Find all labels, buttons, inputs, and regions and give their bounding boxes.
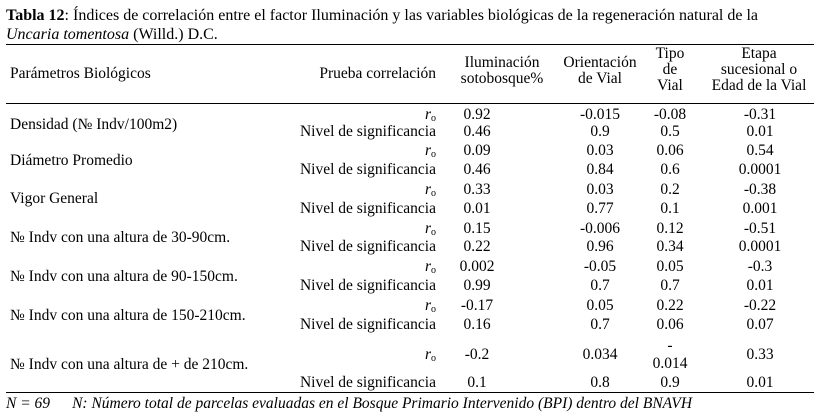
- ro-value: 0.034: [582, 346, 618, 363]
- ro-value: -0.006: [579, 220, 621, 237]
- ro-label: $r_o$: [424, 181, 436, 199]
- table-bottom-rule: [6, 392, 814, 393]
- ro-label: $r_o$: [424, 297, 436, 315]
- sig-value: 0.7: [590, 316, 610, 333]
- sig-value: 0.01: [746, 374, 774, 391]
- ro-value: 0.33: [463, 181, 491, 198]
- ro-value: 0.22: [656, 297, 684, 314]
- ro-value: 0.12: [656, 220, 684, 237]
- ro-value: -0.2: [464, 346, 490, 363]
- ro-value: -0.3: [747, 258, 773, 275]
- ro-value: 0.09: [463, 142, 491, 159]
- ro-value: 0.92: [463, 106, 491, 123]
- row-param: № Indv con una altura de 90-150cm.: [10, 268, 238, 285]
- footnote-text: N: Número total de parcelas evaluadas en el Bosque Primario Intervenido (BPI) dentro del BNAVH: [72, 395, 693, 412]
- sig-value: 0.34: [656, 238, 684, 255]
- sig-value: 0.1: [660, 200, 680, 217]
- sig-value: 0.5: [660, 123, 680, 140]
- caption-tail: (Willd.) D.C.: [129, 26, 218, 43]
- sig-value: 0.9: [660, 374, 680, 391]
- ro-value: 0.03: [586, 142, 614, 159]
- significance-label: Nivel de significancia: [299, 277, 436, 294]
- sig-value: 0.99: [463, 277, 491, 294]
- sig-value: 0.01: [746, 123, 774, 140]
- sig-value: 0.8: [590, 374, 610, 391]
- ro-value: -0.51: [743, 220, 777, 237]
- header-test-text: Prueba correlación: [319, 65, 436, 82]
- header-param: Parámetros Biológicos: [10, 65, 151, 82]
- sig-value: 0.1: [467, 374, 487, 391]
- ro-value: 0.54: [746, 142, 774, 159]
- significance-label: Nivel de significancia: [299, 316, 436, 333]
- ro-value: -0.05: [583, 258, 617, 275]
- ro-value: -0.38: [743, 181, 777, 198]
- header-v2: [556, 55, 644, 87]
- header-v4-line1: Etapa: [741, 45, 777, 62]
- sig-value: 0.0001: [738, 161, 782, 178]
- ro-value: 0.15: [463, 220, 491, 237]
- table-caption: [6, 6, 818, 44]
- sig-value: 0.0001: [738, 238, 782, 255]
- row-param: № Indv con una altura de 150-210cm.: [10, 307, 246, 324]
- sig-value: 0.22: [463, 238, 491, 255]
- sig-value: 0.001: [742, 200, 778, 217]
- ro-value: 0.33: [746, 346, 774, 363]
- table-top-rule: [6, 44, 814, 45]
- significance-label: Nivel de significancia: [299, 238, 436, 255]
- row-param: Diámetro Promedio: [10, 152, 133, 169]
- row-param: № Indv con una altura de 30-90cm.: [10, 229, 231, 246]
- significance-label: Nivel de significancia: [299, 374, 436, 391]
- significance-label: Nivel de significancia: [299, 123, 436, 140]
- sig-value: 0.77: [586, 200, 614, 217]
- table-footnote: [6, 395, 692, 413]
- header-v4-line2: sucesional o: [720, 61, 798, 78]
- sig-value: 0.07: [746, 316, 774, 333]
- header-v4-line3: Edad de la Vial: [711, 77, 807, 94]
- ro-value: -0.17: [460, 297, 494, 314]
- table-header-rule: [6, 103, 814, 104]
- ro-value: 0.03: [586, 181, 614, 198]
- ro-value: 0.2: [660, 181, 680, 198]
- header-v2-line1: Orientación: [563, 54, 637, 71]
- sig-value: 0.96: [586, 238, 614, 255]
- ro-value: 0.05: [586, 297, 614, 314]
- header-v3: [646, 46, 694, 94]
- sig-value: 0.7: [590, 277, 610, 294]
- sig-value: 0.16: [463, 316, 491, 333]
- ro-value: -0.08: [653, 106, 687, 123]
- sig-value: 0.7: [660, 277, 680, 294]
- ro-value: -: [667, 337, 673, 354]
- significance-label: Nivel de significancia: [299, 200, 436, 217]
- footnote-sample-size: N = 69: [6, 395, 51, 412]
- ro-value: -0.31: [743, 106, 777, 123]
- ro-value: -0.22: [743, 297, 777, 314]
- significance-label: Nivel de significancia: [299, 161, 436, 178]
- ro-value: 0.05: [656, 258, 684, 275]
- row-param: № Indv con una altura de + de 210cm.: [10, 356, 249, 373]
- sig-value: 0.46: [463, 123, 491, 140]
- header-v3-line1: Tipo: [655, 45, 685, 62]
- ro-label: $r_o$: [424, 142, 436, 160]
- ro-label: $r_o$: [424, 346, 436, 364]
- sig-value: 0.06: [656, 316, 684, 333]
- ro-label: $r_o$: [424, 106, 436, 124]
- ro-label: $r_o$: [424, 258, 436, 276]
- header-v3-line3: Vial: [657, 77, 683, 94]
- ro-value: -0.015: [579, 106, 621, 123]
- sig-value: 0.6: [660, 161, 680, 178]
- ro-value-continuation: 0.014: [652, 355, 688, 372]
- caption-text: : Índices de correlación entre el factor Iluminación y las variables biológicas de la regeneración natural de la: [64, 7, 759, 24]
- row-param: Vigor General: [10, 190, 99, 207]
- header-v1: [440, 55, 564, 87]
- sig-value: 0.01: [463, 200, 491, 217]
- caption-species: Uncaria tomentosa: [6, 26, 130, 43]
- sig-value: 0.9: [590, 123, 610, 140]
- caption-label: Tabla 12: [6, 7, 65, 24]
- ro-value: 0.06: [656, 142, 684, 159]
- header-test: [250, 66, 436, 82]
- header-v1-line1: Iluminación: [464, 54, 540, 71]
- ro-label: $r_o$: [424, 220, 436, 238]
- header-v4: [700, 46, 818, 94]
- sig-value: 0.84: [586, 161, 614, 178]
- ro-value: 0.002: [459, 258, 495, 275]
- row-param: Densidad (№ Indv/100m2): [10, 116, 178, 133]
- header-v1-line2: sotobosque%: [460, 70, 544, 87]
- sig-value: 0.01: [746, 277, 774, 294]
- header-v2-line2: de Vial: [578, 70, 622, 87]
- header-v3-line2: de: [662, 61, 678, 78]
- sig-value: 0.46: [463, 161, 491, 178]
